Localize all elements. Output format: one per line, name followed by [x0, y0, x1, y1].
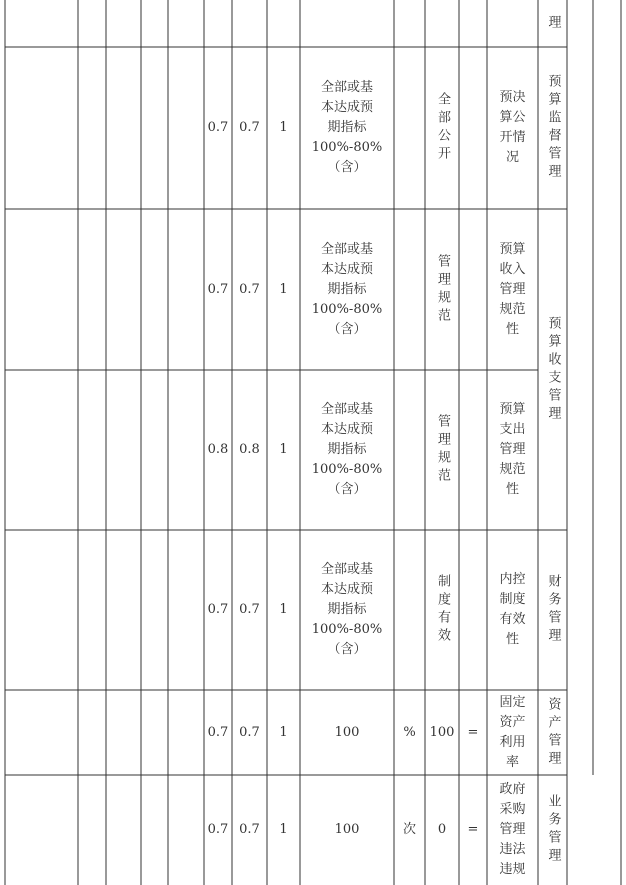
value-cell: 100	[429, 724, 455, 740]
subcategory-cell: 财务管理	[545, 574, 561, 646]
weight-cell: 1	[279, 724, 288, 740]
standard-cell: 全部或基 本达成预 期指标 100%-80% （含）	[311, 402, 383, 497]
score1-cell: 0.7	[239, 822, 260, 837]
subcategory-merged-cell: 预算收支管理	[545, 315, 561, 424]
indicator-cell: 预算 收入 管理 规范 性	[499, 241, 526, 337]
weight-cell: 1	[279, 120, 288, 135]
subcategory-cell: 资产管理	[545, 696, 561, 769]
score2-cell: 0.8	[207, 442, 229, 457]
score2-cell: 0.7	[207, 281, 229, 297]
indicator-cell: 预决 算公 开情 况	[499, 90, 526, 165]
unit-cell: %	[403, 724, 416, 740]
content-cell: 管理规范	[435, 414, 450, 486]
content-cell: 制度有效	[435, 574, 450, 646]
weight-cell: 1	[279, 281, 288, 297]
score2-cell: 0.7	[207, 602, 229, 617]
standard-cell: 100	[334, 822, 360, 837]
score2-cell: 0.7	[207, 120, 229, 135]
indicator-cell: 预算 支出 管理 规范 性	[499, 402, 526, 497]
score2-cell: 0.7	[207, 822, 229, 837]
subcategory-cell: 预算监督管理	[545, 74, 561, 182]
operator-cell: =	[467, 822, 479, 837]
indicator-cell: 内控 制度 有效 性	[499, 572, 526, 647]
score1-cell: 0.7	[239, 120, 260, 135]
score2-cell: 0.7	[207, 724, 229, 740]
operator-cell: =	[467, 724, 479, 740]
standard-cell: 100	[334, 724, 360, 740]
weight-cell: 1	[279, 602, 288, 617]
standard-cell: 全部或基 本达成预 期指标 100%-80% （含）	[311, 562, 383, 657]
content-cell: 管理规范	[435, 253, 450, 326]
subcategory-cell: 业务管理	[545, 794, 561, 866]
unit-cell: 次	[402, 822, 416, 837]
content-cell: 全部公开	[435, 92, 450, 164]
weight-cell: 1	[279, 442, 288, 457]
score1-cell: 0.8	[239, 442, 260, 457]
indicator-cell: 固定 资产 利用 率	[499, 694, 526, 770]
score1-cell: 0.7	[239, 281, 260, 297]
value-cell: 0	[437, 822, 447, 837]
indicator-cell: 政府 采购 管理 违法 违规	[499, 782, 526, 877]
standard-cell: 全部或基 本达成预 期指标 100%-80% （含）	[311, 80, 383, 175]
score1-cell: 0.7	[239, 602, 260, 617]
weight-cell: 1	[279, 822, 288, 837]
subcategory-cell: 理	[545, 14, 561, 33]
standard-cell: 全部或基 本达成预 期指标 100%-80% （含）	[311, 241, 383, 337]
score1-cell: 0.7	[239, 724, 260, 740]
